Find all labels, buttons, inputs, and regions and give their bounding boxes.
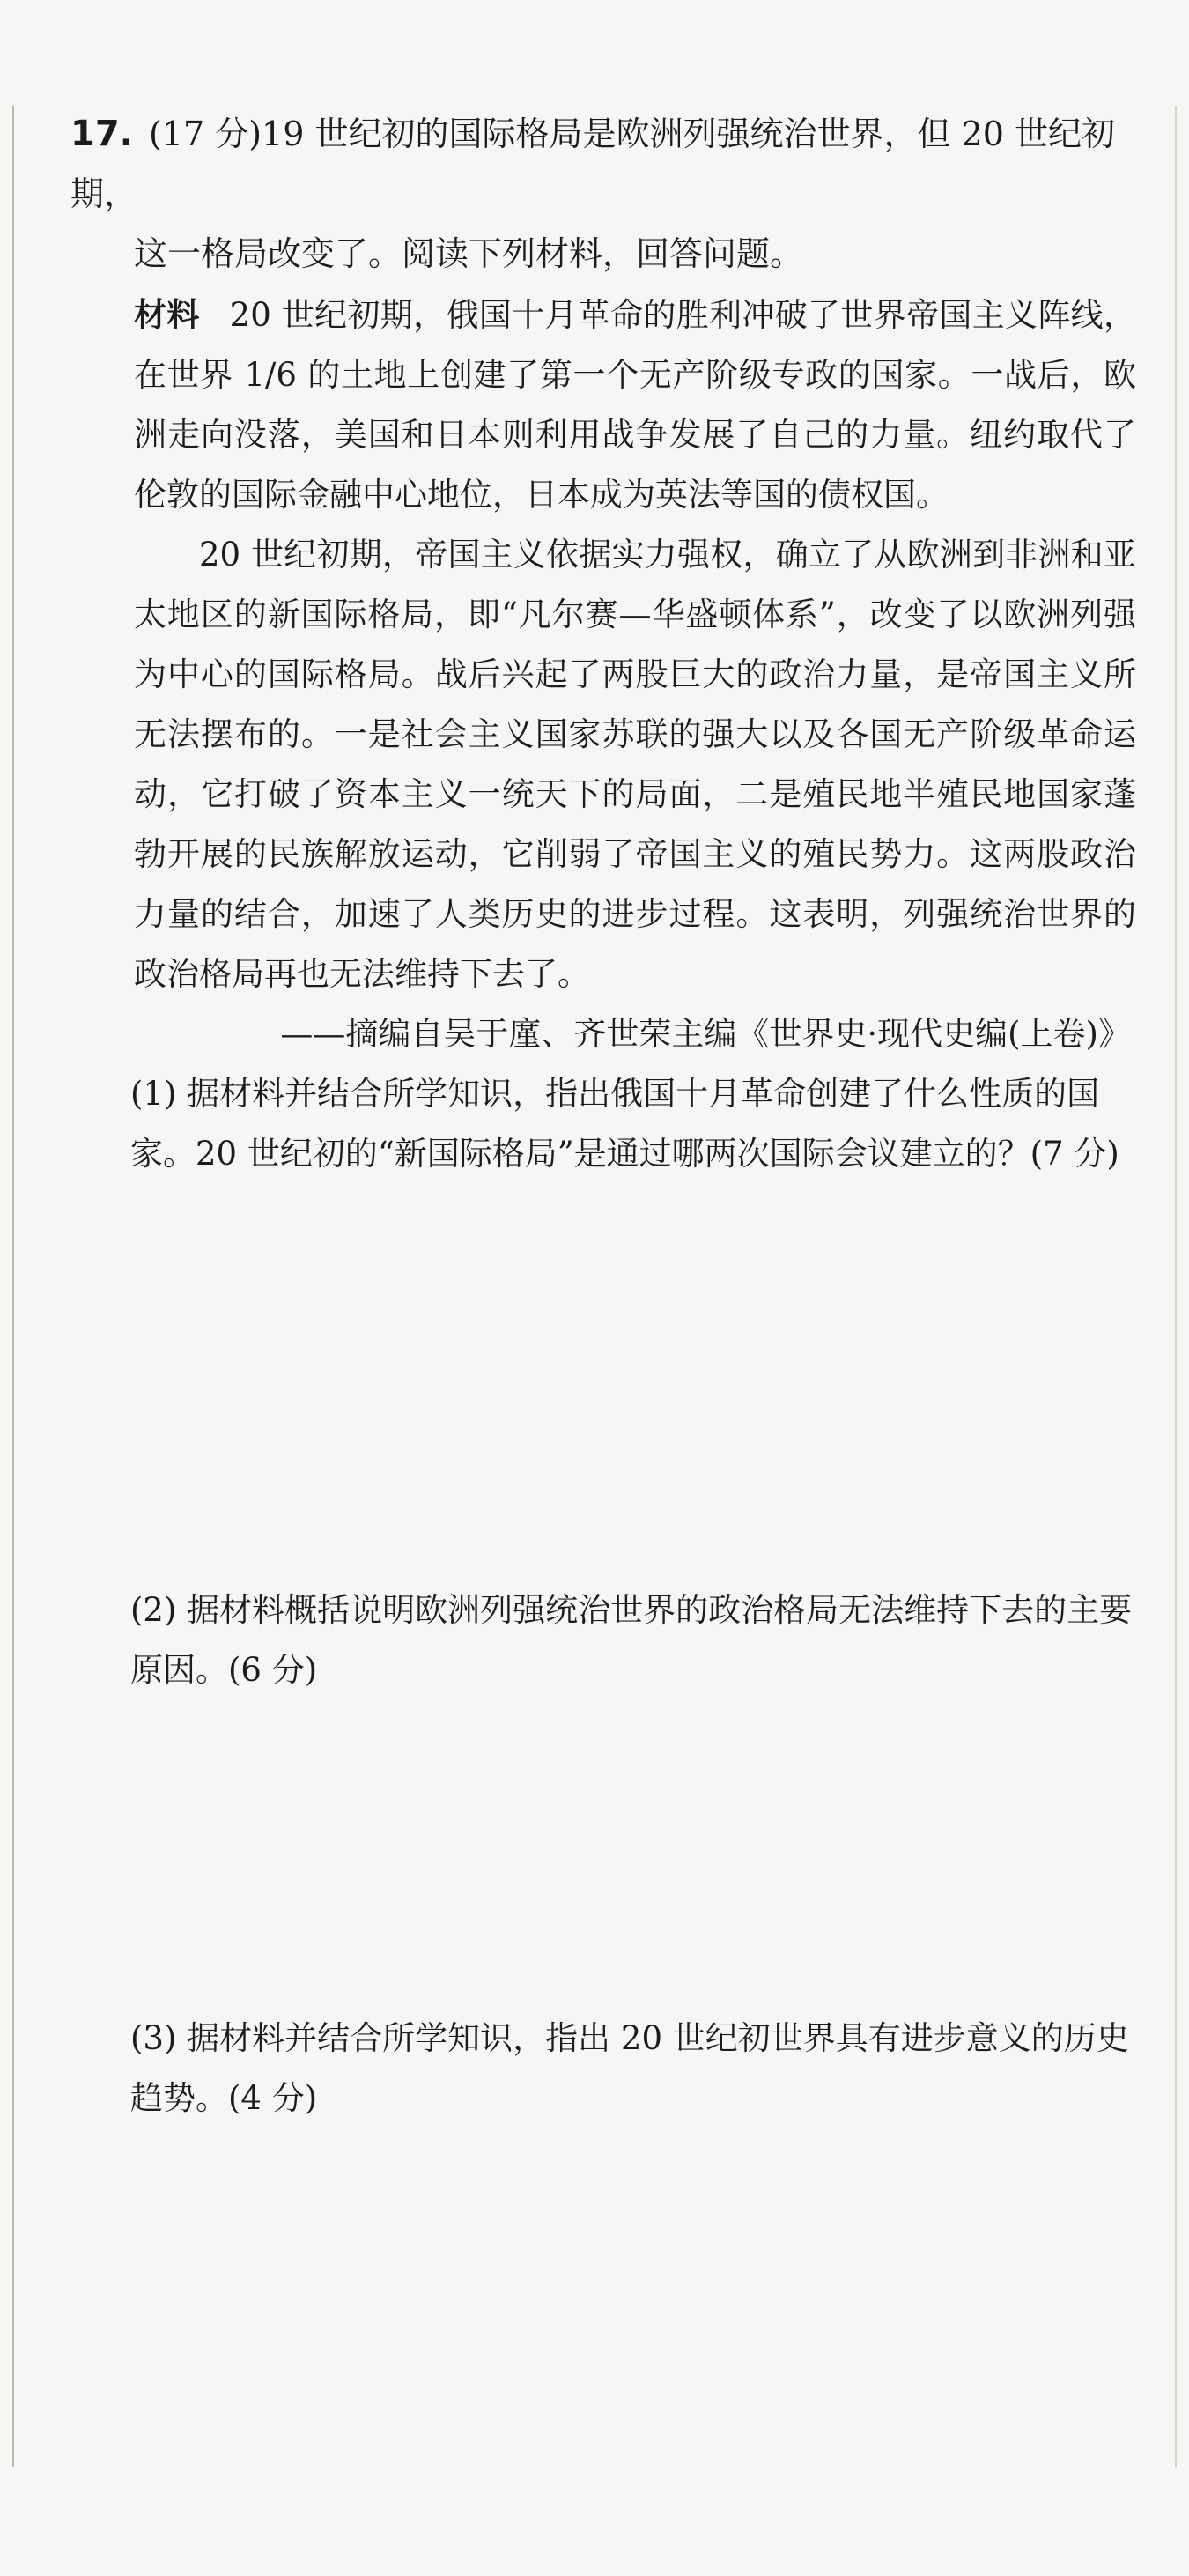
material-block — [70, 285, 1136, 1064]
sub-question-1-text: (1) 据材料并结合所学知识，指出俄国十月革命创建了什么性质的国家。20 世纪初的“新国际格局”是通过哪两次国际会议建立的？(7 分) — [130, 1075, 1119, 1173]
material-paragraph-1 — [134, 285, 1136, 525]
sub-question-1 — [70, 1064, 1136, 1184]
question-number: 17. — [70, 114, 133, 154]
answer-space-3[interactable] — [70, 2128, 1136, 2481]
sub-question-2-text: (2) 据材料概括说明欧洲列强统治世界的政治格局无法维持下去的主要原因。(6 分) — [130, 1591, 1133, 1689]
answer-space-1[interactable] — [70, 1184, 1136, 1580]
question-page — [70, 104, 1136, 2481]
sub-question-3-text: (3) 据材料并结合所学知识，指出 20 世纪初世界具有进步意义的历史趋势。(4 分) — [130, 2019, 1129, 2117]
material-paragraph-2: 20 世纪初期，帝国主义依据实力强权，确立了从欧洲到非洲和亚太地区的新国际格局，即“凡尔赛—华盛顿体系”，改变了以欧洲列强为中心的国际格局。战后兴起了两股巨大的政治力量，是帝国主义所无法摆布的。一是社会主义国家苏联的强大以及各国无产阶级革命运动，它打破了资本主义一统天下的局面，二是殖民地半殖民地国家蓬勃开展的民族解放运动，它削弱了帝国主义的殖民势力。这两股政治力量的结合，加速了人类历史的进步过程。这表明，列强统治世界的政治格局再也无法维持下去了。 — [134, 536, 1136, 993]
question-stem-line2: 这一格局改变了。阅读下列材料，回答问题。 — [134, 234, 804, 273]
sub-question-3 — [70, 2009, 1136, 2128]
left-margin-rule — [12, 106, 14, 2467]
material-paragraph-1-text: 20 世纪初期，俄国十月革命的胜利冲破了世界帝国主义阵线，在世界 1/6 的土地上创建了第一个无产阶级专政的国家。一战后，欧洲走向没落，美国和日本则利用战争发展了自己的力量。纽约取代了伦敦的国际金融中心地位，日本成为英法等国的债权国。 — [134, 296, 1136, 514]
question-header — [70, 104, 1136, 284]
question-stem-line1: (17 分)19 世纪初的国际格局是欧洲列强统治世界，但 20 世纪初期， — [70, 115, 1115, 213]
material-source: ——摘编自吴于廑、齐世荣主编《世界史·现代史编(上卷)》 — [280, 1015, 1131, 1053]
sub-question-2 — [70, 1580, 1136, 1700]
answer-space-2[interactable] — [70, 1700, 1136, 2009]
material-label: 材料 — [134, 296, 200, 334]
right-margin-rule — [1175, 106, 1177, 2467]
